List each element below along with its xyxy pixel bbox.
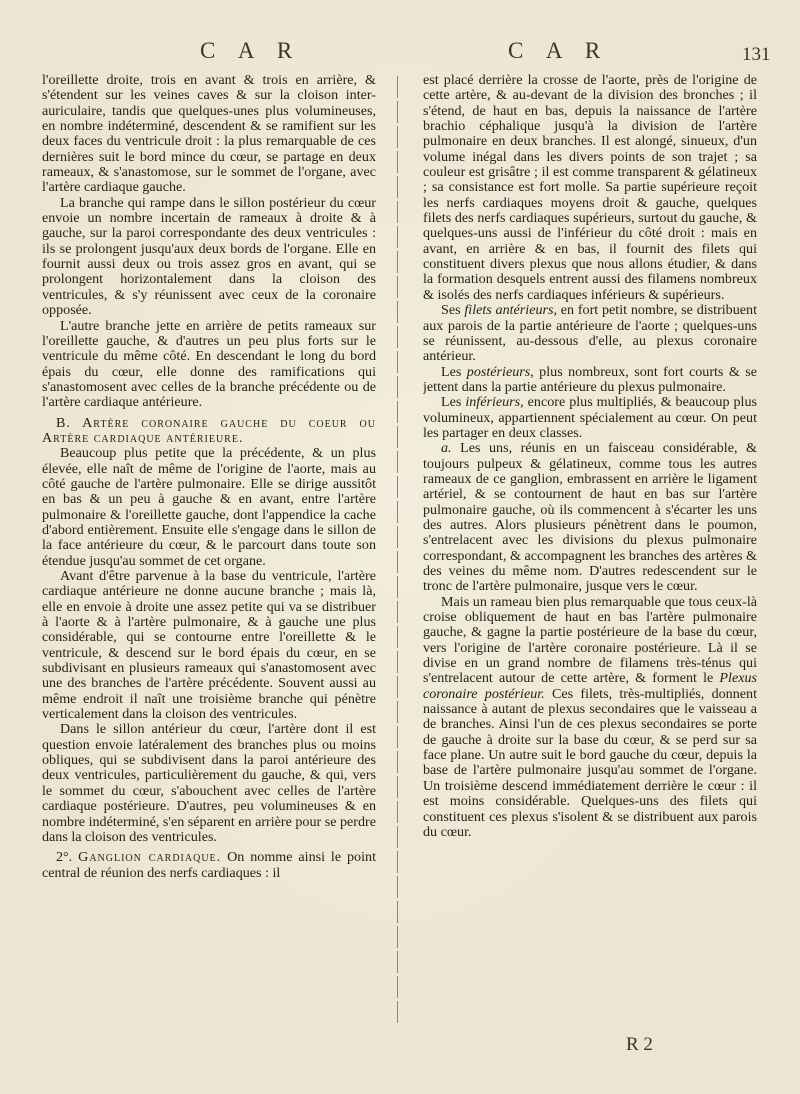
paragraph [423,595,757,841]
section-heading-label: B. Artère coronaire gauche du coeur ou Artère cardiaque antérieure. [42,414,376,446]
paragraph: Dans le sillon antérieur du cœur, l'artère dont il est question envoie latéralement des branches plus ou moins obliques, qui se subdivisent dans la paroi antérieure des deux ventricules, particulièrement du gauche, & qui, vers le sommet du cœur, s'abouchent avec celles de l'artère cardiaque postérieure. D'autres, peu volumineuses & en nombre indéterminé, s'en séparent en arrière pour se perdre dans la cloison des ventricules. [42,721,376,845]
paragraph-text: On nomme ainsi le point central de réunion des nerfs cardiaques : il [42,849,376,881]
paragraph [423,395,757,441]
paragraph-text: Les uns, réunis en un faisceau considérable, & toujours pulpeux & gélatineux, comme tous les autres rameaux de ce ganglion, embrassent en arrière le ligament artériel, & se contournent de haut en bas sur l'artère pulmonaire gauche, où ils commencent à s'écarter les uns des autres. Alors plusieurs pénètrent dans le poumon, s'entrelacent avec les divisions du plexus pulmonaire correspondant, & accompagnent les branches des artères & des veines du même nom. D'autres redescendent sur le tronc de l'artère pulmonaire, jusque vers le cœur. [423,440,757,595]
section-heading-2 [42,850,376,881]
running-head-right: C A R [508,38,610,63]
paragraph: l'oreillette droite, trois en avant & trois en arrière, & s'étendent sur les veines caves & sur la cloison inter-auriculaire, tandis que quelques-unes plus volumineuses, en nombre indéterminé, descendent & se ramifient sur les deux faces du ventricule droit : la plus remarquable de ces dernières suit le bord mince du cœur, se partage en deux rameaux, & s'anastomose, sur le sommet de l'organe, avec l'artère cardiaque gauche. [42,73,376,196]
paragraph: est placé derrière la crosse de l'aorte, près de l'origine de cette artère, & au-devant de la division des bronches ; il s'étend, de haut en bas, depuis la naissance de l'artère brachio céphalique jusqu'à la division de l'artère pulmonaire en deux branches. Il est alongé, sinueux, d'un volume inégal dans les divers points de son trajet ; sa couleur est grisâtre ; il est comme transparent & gélatineux ; sa consistance est fort molle. Sa partie supérieure reçoit les nerfs cardiaques moyens droit & gauche, quelques filets des nerfs cardiaques supérieurs, surtout du gauche, & quelques-uns aussi de l'inférieur du côté droit : mais en avant, en arrière & en bas, il fournit des filets qui constituent divers plexus que nous allons étudier, & dans la formation desquels entrent aussi des filamens nombreux & isolés des nerfs cardiaques inférieurs & supérieurs. [423,73,757,303]
page-number: 131 [742,44,771,65]
paragraph-text: Ses [441,302,465,319]
running-head-left: C A R [200,38,302,63]
paragraph: La branche qui rampe dans le sillon postérieur du cœur envoie un nombre incertain de rameaux à droite & à gauche, sur la paroi correspondante des deux ventricules : ils se prolongent jusqu'aux deux bords de l'organe. Elle en fournit aussi deux ou trois assez gros en avant, qui se prolongent horizontalement dans la cloison des ventricules, & s'y réunissent avec ceux de la coronaire opposée. [42,194,376,319]
section-number: 2°. [56,849,73,866]
paragraph: L'autre branche jette en arrière de petits rameaux sur l'oreillette gauche, & d'autres un peu plus forts sur le ventricule du même côté. En descendant le long du bord épais du cœur, elle donne des ramifications qui s'anastomosent avec celles de la branche précédente ou de l'artère cardiaque antérieure. [42,317,376,411]
paragraph [423,303,757,364]
paragraph: Beaucoup plus petite que la précédente, & un plus élevée, elle naît de même de l'origine de l'aorte, mais au côté gauche de l'artère pulmonaire. Elle se dirige aussitôt en bas & un peu à gauche & en avant, entre l'artère pulmonaire & l'oreillette gauche, dont l'appendice la cache d'abord entièrement. Ensuite elle s'engage dans le sillon de la face antérieure du cœur, & le parcourt dans toute son étendue jusqu'au sommet de cet organe. [42,445,376,569]
paragraph-text: Les [441,363,467,380]
italic-term: filets antérieurs [464,302,554,319]
paragraph-text: Les [441,394,466,411]
paragraph-text: , encore plus multipliés, & beaucoup plus volumineux, appartiennent spécialement au cœur. On peut les partager en deux classes. [423,394,757,441]
paragraph-text: , en fort petit nombre, se distribuent aux parois de la partie antérieure de l'aorte ; quelques-uns se réunissent, au-dessous d'elle, au plexus coronaire antérieur. [423,302,757,365]
left-column [42,73,376,1033]
italic-term: Plexus coronaire postérieur. [423,670,757,702]
italic-term: inférieurs [465,394,521,411]
italic-term: postérieurs [466,363,531,380]
paragraph-text: , plus nombreux, sont fort courts & se jettent dans la partie antérieure du plexus pulmonaire. [423,363,757,395]
list-label: a. [441,440,452,457]
column-divider [397,76,398,1024]
paragraph-text: Mais un rameau bien plus remarquable que tous ceux-là croise obliquement de haut en bas l'artère pulmonaire gauche, & gagne la partie postérieure de la base du cœur, vers l'origine de l'artère coronaire postérieure. Là il se divise en un grand nombre de filamens très-ténus qui s'entrelacent autour de cette artère, & forment le [423,593,757,687]
paragraph [423,365,757,396]
paragraph: Avant d'être parvenue à la base du ventricule, l'artère cardiaque antérieure ne donne aucune branche ; mais là, elle en envoie à droite une assez petite qui va se distribuer à l'aorte & à l'artère pulmonaire, & à gauche une plus considérable, qui se contourne entre l'oreillette & le ventricule, & descend sur le bord épais du cœur, en se subdivisant en plusieurs rameaux qui s'anastomosent avec une des branches de l'artère précédente. Souvent aussi au même endroit il naît une troisième branche qui pénètre verticalement dans la cloison des ventricules. [42,568,376,723]
page-header [0,38,800,72]
paragraph-text: Ces filets, très-multipliés, donnent naissance à autant de plexus secondaires que le vaisseau a de branches. Ainsi l'un de ces plexus secondaires se porte de gauche à droite sur la base du cœur, & se perd sur sa face plane. Un autre suit le bord gauche du cœur, depuis la base de l'artère pulmonaire jusqu'au sommet de l'organe. Un troisième descend immédiatement derrière le cœur : il est moins considérable. Quelques-uns des filets qui constituent ces plexus s'isolent & se distribuent aux parois du cœur. [423,685,757,840]
section-heading-label: Ganglion cardiaque. [78,849,222,866]
signature-mark: R 2 [626,1034,653,1055]
right-column [423,73,757,1033]
section-heading-b [42,416,376,447]
paragraph [423,441,757,594]
